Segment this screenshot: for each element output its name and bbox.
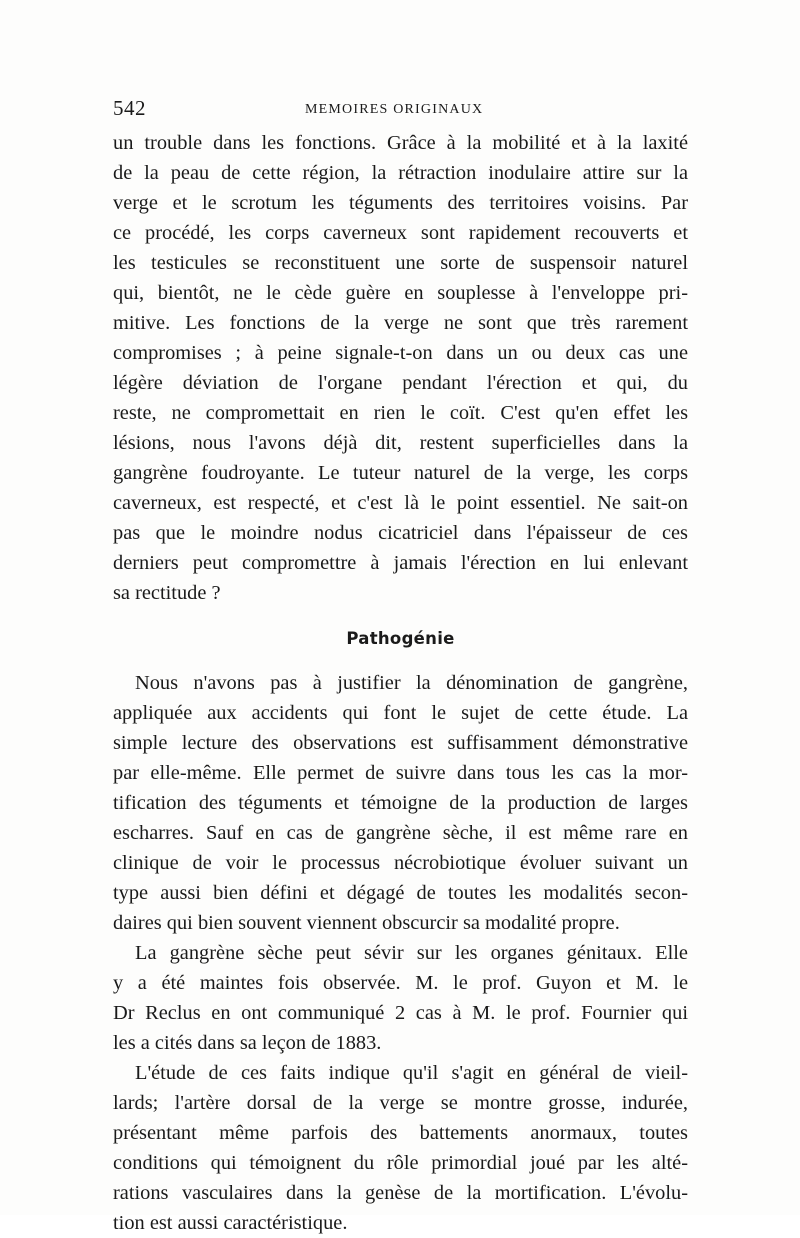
text-line: les testicules se reconstituent une sorte de suspensoir naturel — [113, 252, 688, 274]
text-line: lésions, nous l'avons déjà dit, restent superficielles dans la — [113, 432, 688, 454]
running-head: MEMOIRES ORIGINAUX — [305, 102, 484, 117]
text-line: compromises ; à peine signale-t-on dans un ou deux cas une — [113, 342, 688, 364]
text-line: escharres. Sauf en cas de gangrène sèche, il est même rare en — [113, 822, 688, 844]
text-line: tification des téguments et témoigne de la production de larges — [113, 792, 688, 814]
text-line: conditions qui témoignent du rôle primordial joué par les alté- — [113, 1152, 688, 1174]
text-line: type aussi bien défini et dégagé de toutes les modalités secon- — [113, 882, 688, 904]
paragraph-2 — [113, 668, 688, 938]
text-line: un trouble dans les fonctions. Grâce à la mobilité et à la laxité — [113, 132, 688, 154]
paragraph-3 — [113, 938, 688, 1058]
page-header — [113, 96, 688, 124]
text-line: gangrène foudroyante. Le tuteur naturel de la verge, les corps — [113, 462, 688, 484]
text-line: ce procédé, les corps caverneux sont rapidement recouverts et — [113, 222, 688, 244]
text-line: mitive. Les fonctions de la verge ne sont que très rarement — [113, 312, 688, 334]
paragraph-1 — [113, 128, 688, 608]
text-line: L'étude de ces faits indique qu'il s'agit en général de vieil- — [135, 1062, 688, 1084]
page-number: 542 — [113, 96, 146, 120]
text-line: daires qui bien souvent viennent obscurcir sa modalité propre. — [113, 912, 620, 934]
text-line: verge et le scrotum les téguments des territoires voisins. Par — [113, 192, 688, 214]
text-line: qui, bientôt, ne le cède guère en souplesse à l'enveloppe pri- — [113, 282, 688, 304]
section-title: Pathogénie — [346, 629, 455, 648]
text-line: Nous n'avons pas à justifier la dénomination de gangrène, — [135, 672, 688, 694]
text-line: sa rectitude ? — [113, 582, 221, 604]
text-line: par elle-même. Elle permet de suivre dans tous les cas la mor- — [113, 762, 688, 784]
text-line: les a cités dans sa leçon de 1883. — [113, 1032, 382, 1054]
text-line: y a été maintes fois observée. M. le prof. Guyon et M. le — [113, 972, 688, 994]
text-line: tion est aussi caractéristique. — [113, 1212, 348, 1234]
paragraph-4 — [113, 1058, 688, 1238]
body-text — [113, 128, 688, 1238]
text-line: caverneux, est respecté, et c'est là le point essentiel. Ne sait-on — [113, 492, 688, 514]
text-line: de la peau de cette région, la rétraction inodulaire attire sur la — [113, 162, 688, 184]
text-line: appliquée aux accidents qui font le sujet de cette étude. La — [113, 702, 688, 724]
text-line: Dr Reclus en ont communiqué 2 cas à M. le prof. Fournier qui — [113, 1002, 688, 1024]
text-line: reste, ne compromettait en rien le coït. C'est qu'en effet les — [113, 402, 688, 424]
text-line: lards; l'artère dorsal de la verge se montre grosse, indurée, — [113, 1092, 688, 1114]
text-line: simple lecture des observations est suffisamment démonstrative — [113, 732, 688, 754]
text-line: rations vasculaires dans la genèse de la mortification. L'évolu- — [113, 1182, 688, 1204]
text-line: présentant même parfois des battements anormaux, toutes — [113, 1122, 688, 1144]
text-line: pas que le moindre nodus cicatriciel dans l'épaisseur de ces — [113, 522, 688, 544]
text-line: La gangrène sèche peut sévir sur les organes génitaux. Elle — [135, 942, 688, 964]
text-line: derniers peut compromettre à jamais l'érection en lui enlevant — [113, 552, 688, 574]
text-line: clinique de voir le processus nécrobiotique évoluer suivant un — [113, 852, 688, 874]
text-line: légère déviation de l'organe pendant l'érection et qui, du — [113, 372, 688, 394]
